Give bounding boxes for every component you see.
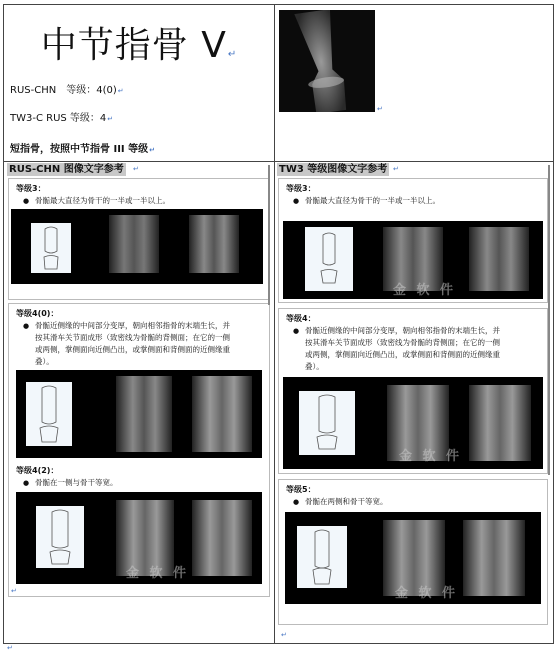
xray-image <box>463 520 525 596</box>
bone-sketch-image <box>299 391 355 455</box>
rus-grade40-description-line2: 按其滑车关节面成形（致密线为骨骺的背侧面；在它的一侧 <box>35 333 230 342</box>
bone-title: 中节指骨 V↵ <box>40 25 238 66</box>
xray-image <box>192 500 252 576</box>
scrollbar[interactable] <box>268 165 270 305</box>
rus-grade42-description: 骨骺在一侧与骨干等宽。 <box>35 478 118 487</box>
tw3-grade5-image-strip <box>285 512 541 604</box>
tw3-grade5-description: 骨骺在两侧和骨干等宽。 <box>305 497 388 506</box>
rus-grade40-image-strip <box>16 370 262 458</box>
tw3-grade3-label: 等级3： <box>286 184 316 193</box>
rus-grade40-description-line4: 叠）。 <box>35 357 54 366</box>
watermark: 金 软 件 <box>395 586 459 601</box>
rus-grade3-image-strip <box>11 209 263 284</box>
rus-chn-section-heading: RUS-CHN 图像文字参考 <box>9 164 124 175</box>
rus-grade40-label: 等级4(0)： <box>16 309 59 318</box>
bullet-icon: ● <box>293 498 300 506</box>
bullet-icon: ● <box>293 327 300 335</box>
column-divider <box>274 5 275 643</box>
xray-image <box>469 227 529 291</box>
rus-grade3-description: 骨骺最大直径为骨干的一半或一半以上。 <box>35 196 170 205</box>
tw3-grade4-panel <box>278 308 548 474</box>
rus-chn-grade: RUS-CHN 等级：4(0)↵ <box>10 85 124 96</box>
tw3-grade4-image-strip <box>283 377 543 469</box>
tw3-grade4-description-line4: 叠）。 <box>305 362 324 371</box>
xray-image <box>189 215 239 273</box>
bone-sketch-image <box>305 227 353 291</box>
tw3-grade4-description-line1: 骨骺近侧缘的中间部分变厚，朝向相邻指骨的末端生长，并 <box>305 326 500 335</box>
rus-grade40-description-line1: 骨骺近侧缘的中间部分变厚，朝向相邻指骨的末端生长，并 <box>35 321 230 330</box>
tw3-grade4-description-line2: 按其滑车关节面成形（致密线为骨骺的背侧面；在它的一侧 <box>305 338 500 347</box>
tw3-grade4-label: 等级4： <box>286 314 316 323</box>
xray-image <box>192 376 252 452</box>
rus-grade40-description-line3: 或两侧，掌侧面向近侧凸出，或掌侧面和背侧面的近侧缘重 <box>35 345 230 354</box>
tw3-grade5-panel <box>278 479 548 625</box>
bone-sketch-image <box>36 506 84 568</box>
bone-sketch-image <box>26 382 72 446</box>
reference-table: 中节指骨 V↵ RUS-CHN 等级：4(0)↵ TW3-C RUS 等级：4↵ 短指骨，按照中节指骨 III 等级↵ ↵ RUS-CHN 图像文字参考 ↵ TW3 等级图像文字参考 ↵ 等级3： ● 骨骺最大直径为骨干的一半或一半以上。 等级4(0)： ● 骨骺近侧缘的中间部分变厚，朝向相邻指骨的末端生长，并 按其滑车关节面成形（致密线为骨骺的背侧面；在它的一侧 或两侧，掌侧面向近侧凸出，或掌侧面和背侧面的近侧缘重 叠）。 等级4(2)： ● 骨骺在一侧与骨干等宽。 金 软 件 ↵ 等级3： ● 骨骺最大直径为骨干的一半或一半以上。 金 软 件 等级4： ● 骨骺近侧缘的中间部分变厚，朝向相邻指骨的末端生长，并 按其滑车关节面成形（致密线为骨骺的背侧面；在它的一侧 或两侧，掌侧面向近侧凸出，或掌侧面和背侧面的近侧缘重 叠）。 金 软 件 等级5： ● 骨骺在两侧和骨干等宽。 金 软 件 ↵ <box>3 4 554 644</box>
tw3-section-heading: TW3 等级图像文字参考 <box>279 164 388 175</box>
tw3-grade3-panel <box>278 178 548 303</box>
watermark: 金 软 件 <box>126 566 190 581</box>
bone-sketch-image <box>31 223 71 273</box>
tw3-grade: TW3-C RUS 等级：4↵ <box>10 113 114 124</box>
tw3-grade3-description: 骨骺最大直径为骨干的一半或一半以上。 <box>305 196 440 205</box>
scrollbar[interactable] <box>548 165 550 475</box>
watermark: 金 软 件 <box>393 283 457 298</box>
watermark: 金 软 件 <box>399 449 463 464</box>
phalanx-xray-image <box>279 10 375 112</box>
grading-note: 短指骨，按照中节指骨 III 等级↵ <box>10 144 155 155</box>
rus-grade3-label: 等级3： <box>16 184 46 193</box>
tw3-grade4-description-line3: 或两侧，掌侧面向近侧凸出，或掌侧面和背侧面的近侧缘重 <box>305 350 500 359</box>
bullet-icon: ● <box>23 197 30 205</box>
rus-grade42-label: 等级4(2)： <box>16 466 59 475</box>
bullet-icon: ● <box>293 197 300 205</box>
bullet-icon: ● <box>23 479 30 487</box>
xray-image <box>469 385 531 461</box>
rus-grade3-panel <box>8 178 270 300</box>
tw3-grade5-label: 等级5： <box>286 485 316 494</box>
rus-grade4-panel <box>8 303 270 597</box>
tw3-grade3-image-strip <box>283 221 543 299</box>
row-divider <box>4 161 553 162</box>
xray-image <box>116 376 172 452</box>
bullet-icon: ● <box>23 322 30 330</box>
xray-image <box>109 215 159 273</box>
bone-sketch-image <box>297 526 347 588</box>
rus-grade42-image-strip <box>16 492 262 584</box>
